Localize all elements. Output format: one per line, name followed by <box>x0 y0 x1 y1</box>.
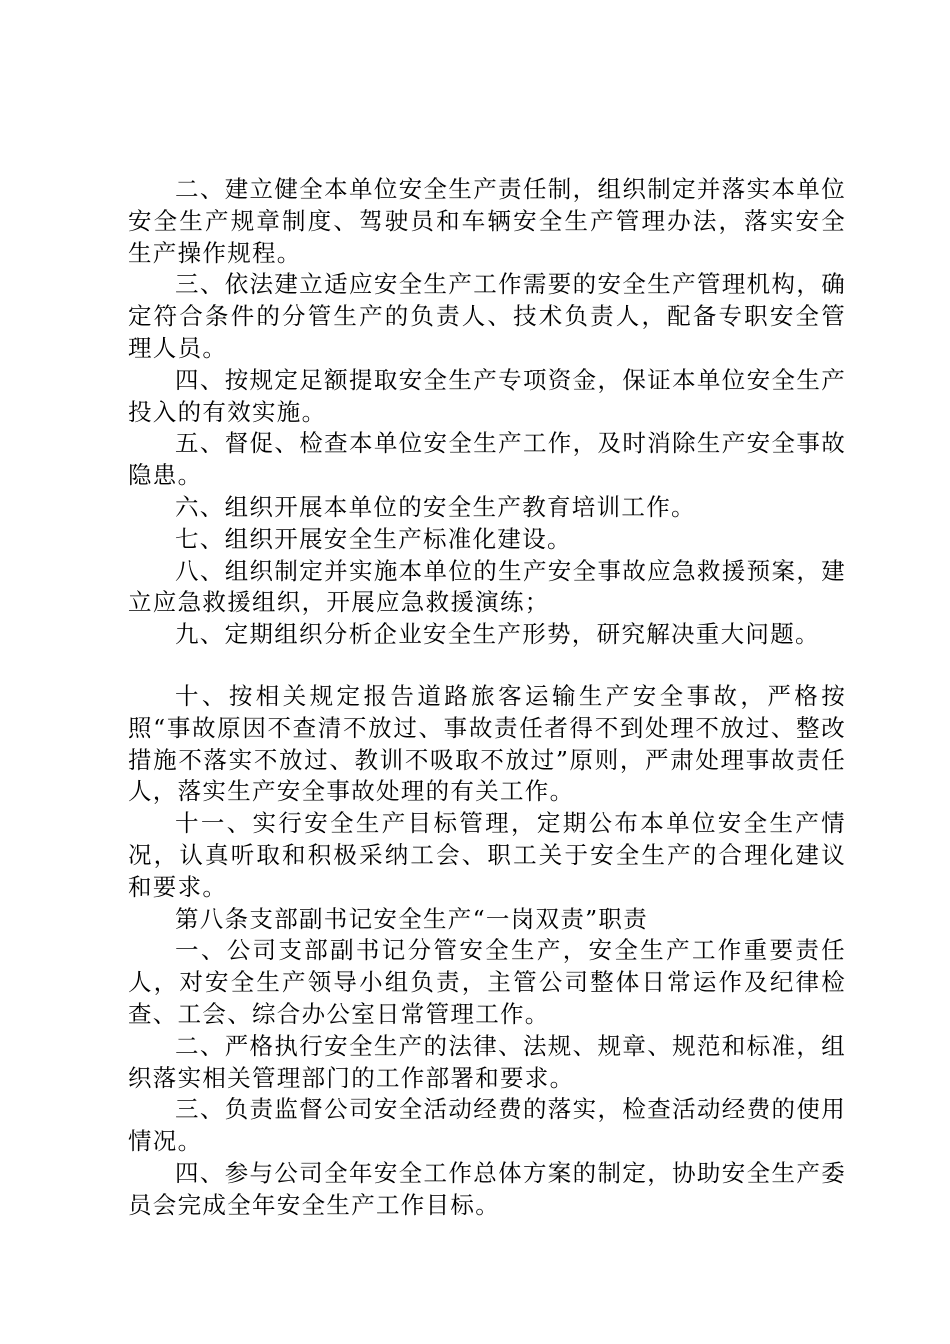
paragraph-item-11: 十一、实行安全生产目标管理，定期公布本单位安全生产情况，认真听取和积极采纳工会、职工关于安全生产的合理化建议和要求。 <box>128 809 846 901</box>
paragraph-item-6: 六、组织开展本单位的安全生产教育培训工作。 <box>175 492 696 521</box>
paragraph-item-7: 七、组织开展安全生产标准化建设。 <box>175 524 572 553</box>
article-8-heading: 第八条支部副书记安全生产“一岗双责”职责 <box>175 904 649 933</box>
article-8-item-4: 四、参与公司全年安全工作总体方案的制定，协助安全生产委员会完成全年安全生产工作目标。 <box>128 1158 846 1219</box>
document-page <box>128 174 846 1222</box>
paragraph-item-5: 五、督促、检查本单位安全生产工作，及时消除生产安全事故隐患。 <box>128 429 846 490</box>
paragraph-item-3: 三、依法建立适应安全生产工作需要的安全生产管理机构，确定符合条件的分管生产的负责人、技术负责人，配备专职安全管理人员。 <box>128 270 846 362</box>
paragraph-item-9: 九、定期组织分析企业安全生产形势，研究解决重大问题。 <box>175 620 820 649</box>
article-8-item-1: 一、公司支部副书记分管安全生产，安全生产工作重要责任人，对安全生产领导小组负责，主管公司整体日常运作及纪律检查、工会、综合办公室日常管理工作。 <box>128 936 846 1028</box>
article-8-item-2: 二、严格执行安全生产的法律、法规、规章、规范和标准，组织落实相关管理部门的工作部署和要求。 <box>128 1031 846 1092</box>
paragraph-item-10: 十、按相关规定报告道路旅客运输生产安全事故，严格按照“事故原因不查清不放过、事故责任者得不到处理不放过、整改措施不落实不放过、教训不吸取不放过”原则，严肃处理事故责任人，落实生产安全事故处理的有关工作。 <box>128 681 846 806</box>
article-8-item-3: 三、负责监督公司安全活动经费的落实，检查活动经费的使用情况。 <box>128 1095 846 1156</box>
paragraph-item-4: 四、按规定足额提取安全生产专项资金，保证本单位安全生产投入的有效实施。 <box>128 365 846 426</box>
paragraph-item-2: 二、建立健全本单位安全生产责任制，组织制定并落实本单位安全生产规章制度、驾驶员和车辆安全生产管理办法，落实安全生产操作规程。 <box>128 175 846 267</box>
paragraph-item-8: 八、组织制定并实施本单位的生产安全事故应急救援预案，建立应急救援组织，开展应急救援演练； <box>128 556 846 617</box>
